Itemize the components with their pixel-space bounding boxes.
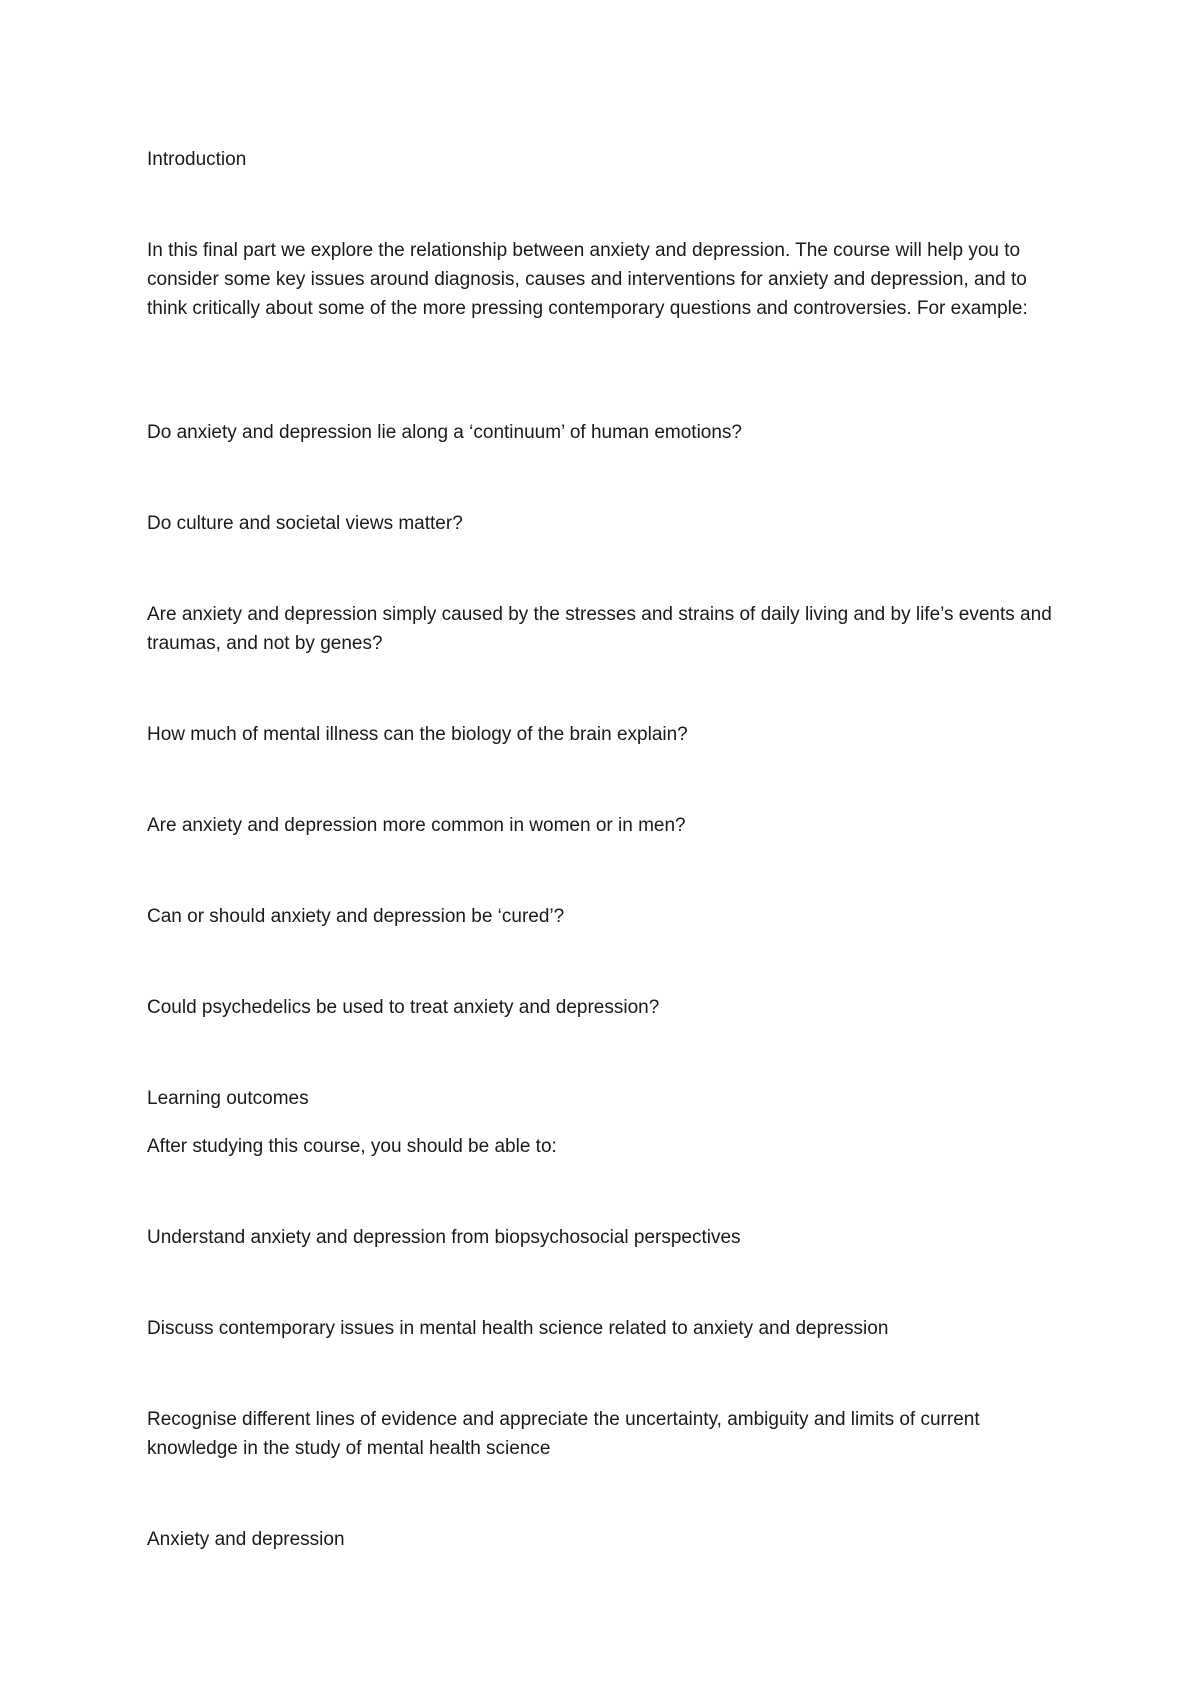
outcome-item: Recognise different lines of evidence and appreciate the uncertainty, ambiguity and limits of current knowledge in the study of mental health science (147, 1409, 980, 1459)
question-item: Do anxiety and depression lie along a ‘continuum’ of human emotions? (147, 422, 742, 443)
outcome-item: Understand anxiety and depression from biopsychosocial perspectives (147, 1227, 741, 1248)
section-heading: Anxiety and depression (147, 1529, 345, 1550)
question-item: Can or should anxiety and depression be ‘cured’? (147, 906, 565, 927)
outcome-item: Discuss contemporary issues in mental health science related to anxiety and depression (147, 1318, 889, 1339)
outcomes-intro: After studying this course, you should be able to: (147, 1136, 557, 1157)
question-item: Are anxiety and depression more common in women or in men? (147, 815, 686, 836)
question-item: How much of mental illness can the biology of the brain explain? (147, 724, 688, 745)
question-item: Are anxiety and depression simply caused by the stresses and strains of daily living and by life’s events and traumas, and not by genes? (147, 604, 1052, 654)
question-item: Could psychedelics be used to treat anxiety and depression? (147, 997, 660, 1018)
intro-paragraph: In this final part we explore the relationship between anxiety and depression. The course will help you to consider some key issues around diagnosis, causes and interventions for anxiety and depression, and to think critically about some of the more pressing contemporary questions and controversies. For example: (147, 240, 1028, 319)
question-item: Do culture and societal views matter? (147, 513, 463, 534)
outcomes-heading: Learning outcomes (147, 1088, 309, 1109)
intro-heading: Introduction (147, 149, 247, 170)
